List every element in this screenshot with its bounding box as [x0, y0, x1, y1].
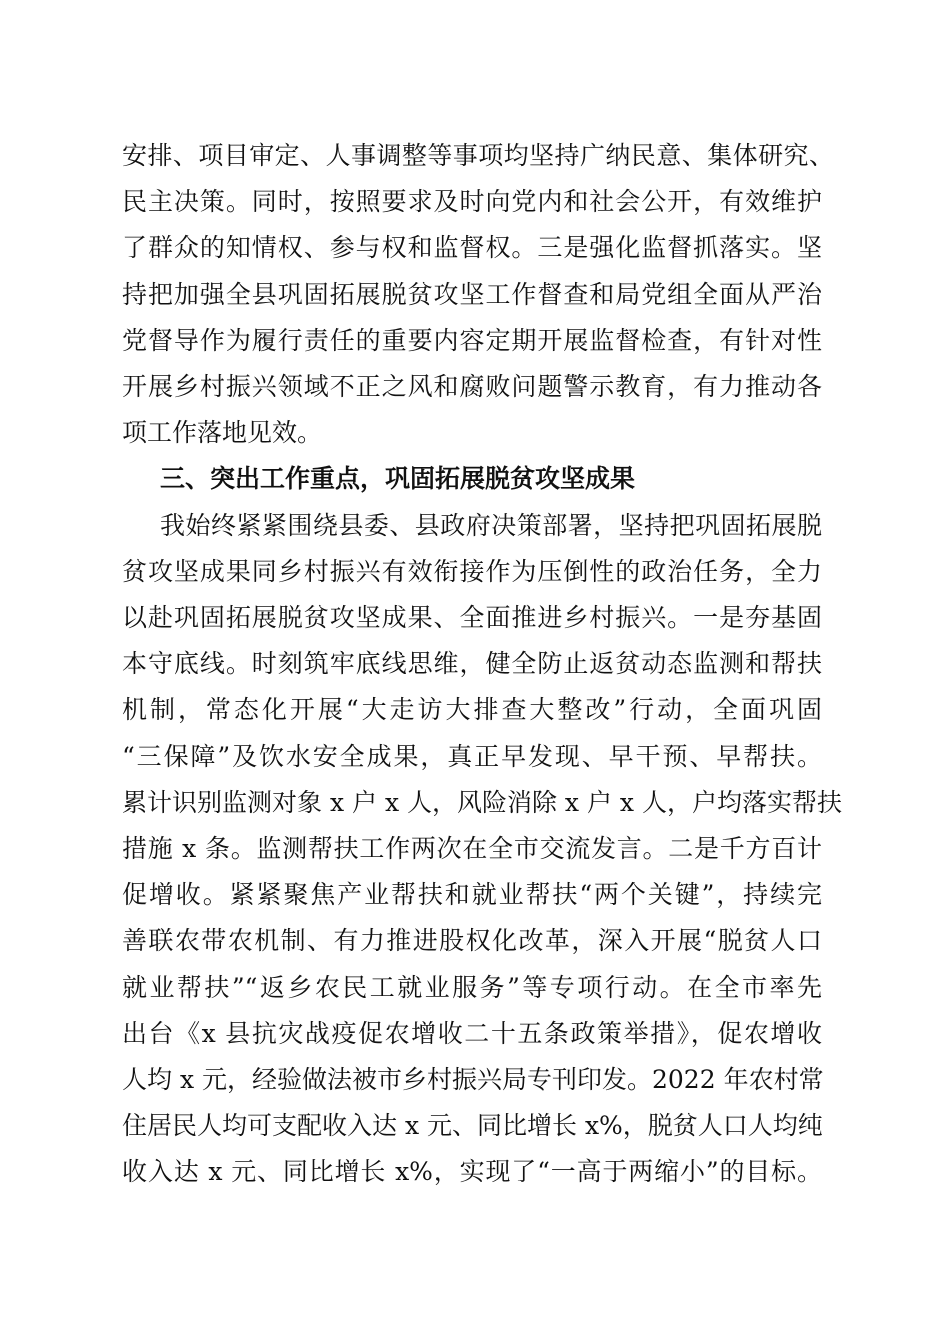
body-text-line — [0, 552, 950, 592]
line-text: 安排、项目审定、人事调整等事项均坚持广纳民意、集体研究、 — [122, 141, 834, 170]
body-text-line — [0, 275, 950, 315]
line-text: 住居民人均可支配收入达 x 元、同比增长 x%，脱贫人口人均纯 — [122, 1111, 823, 1140]
line-text: 措施 x 条。监测帮扶工作两次在全市交流发言。二是千方百计 — [122, 834, 822, 863]
body-text-line — [0, 413, 950, 453]
body-text-line — [0, 182, 950, 222]
body-text-line — [0, 506, 950, 546]
line-text: 了群众的知情权、参与权和监督权。三是强化监督抓落实。坚 — [122, 233, 822, 262]
section-heading — [0, 459, 950, 499]
line-text: 就业帮扶”“返乡农民工就业服务”等专项行动。在全市率先 — [122, 973, 822, 1002]
section-heading-text: 三、突出工作重点，巩固拓展脱贫攻坚成果 — [160, 464, 636, 493]
line-text: 机制，常态化开展“大走访大排查大整改”行动，全面巩固 — [122, 695, 822, 724]
line-text: “三保障”及饮水安全成果，真正早发现、早干预、早帮扶。 — [122, 742, 822, 771]
body-text-line — [0, 829, 950, 869]
body-text-line — [0, 644, 950, 684]
body-text-line — [0, 1106, 950, 1146]
line-text: 项工作落地见效。 — [122, 418, 323, 447]
line-text: 人均 x 元，经验做法被市乡村振兴局专刊印发。2022 年农村常 — [122, 1065, 824, 1094]
line-text: 我始终紧紧围绕县委、县政府决策部署，坚持把巩固拓展脱 — [160, 511, 822, 540]
body-text-line — [0, 1014, 950, 1054]
line-text: 以赴巩固拓展脱贫攻坚成果、全面推进乡村振兴。一是夯基固 — [122, 603, 822, 632]
line-text: 收入达 x 元、同比增长 x%，实现了“一高于两缩小”的目标。 — [122, 1157, 822, 1186]
body-text-line — [0, 921, 950, 961]
line-text: 出台《x 县抗灾战疫促农增收二十五条政策举措》，促农增收 — [122, 1019, 822, 1048]
body-text-line — [0, 598, 950, 638]
line-text: 开展乡村振兴领域不正之风和腐败问题警示教育，有力推动各 — [122, 372, 822, 401]
line-text: 本守底线。时刻筑牢底线思维，健全防止返贫动态监测和帮扶 — [122, 649, 822, 678]
body-text-line — [0, 321, 950, 361]
line-text: 党督导作为履行责任的重要内容定期开展监督检查，有针对性 — [122, 326, 822, 355]
line-text: 累计识别监测对象 x 户 x 人，风险消除 x 户 x 人，户均落实帮扶 — [122, 788, 842, 817]
body-text-line — [0, 968, 950, 1008]
body-text-line — [0, 783, 950, 823]
body-text-line — [0, 136, 950, 176]
body-text-line — [0, 1060, 950, 1100]
line-text: 贫攻坚成果同乡村振兴有效衔接作为压倒性的政治任务，全力 — [122, 557, 822, 586]
line-text: 持把加强全县巩固拓展脱贫攻坚工作督查和局党组全面从严治 — [122, 280, 822, 309]
body-text-line — [0, 690, 950, 730]
body-text-line — [0, 875, 950, 915]
line-text: 民主决策。同时，按照要求及时向党内和社会公开，有效维护 — [122, 187, 822, 216]
body-text-line — [0, 737, 950, 777]
body-text-line — [0, 367, 950, 407]
line-text: 促增收。紧紧聚焦产业帮扶和就业帮扶“两个关键”，持续完 — [122, 880, 822, 909]
body-text-line — [0, 228, 950, 268]
body-text-line — [0, 1152, 950, 1192]
line-text: 善联农带农机制、有力推进股权化改革，深入开展“脱贫人口 — [122, 926, 822, 955]
